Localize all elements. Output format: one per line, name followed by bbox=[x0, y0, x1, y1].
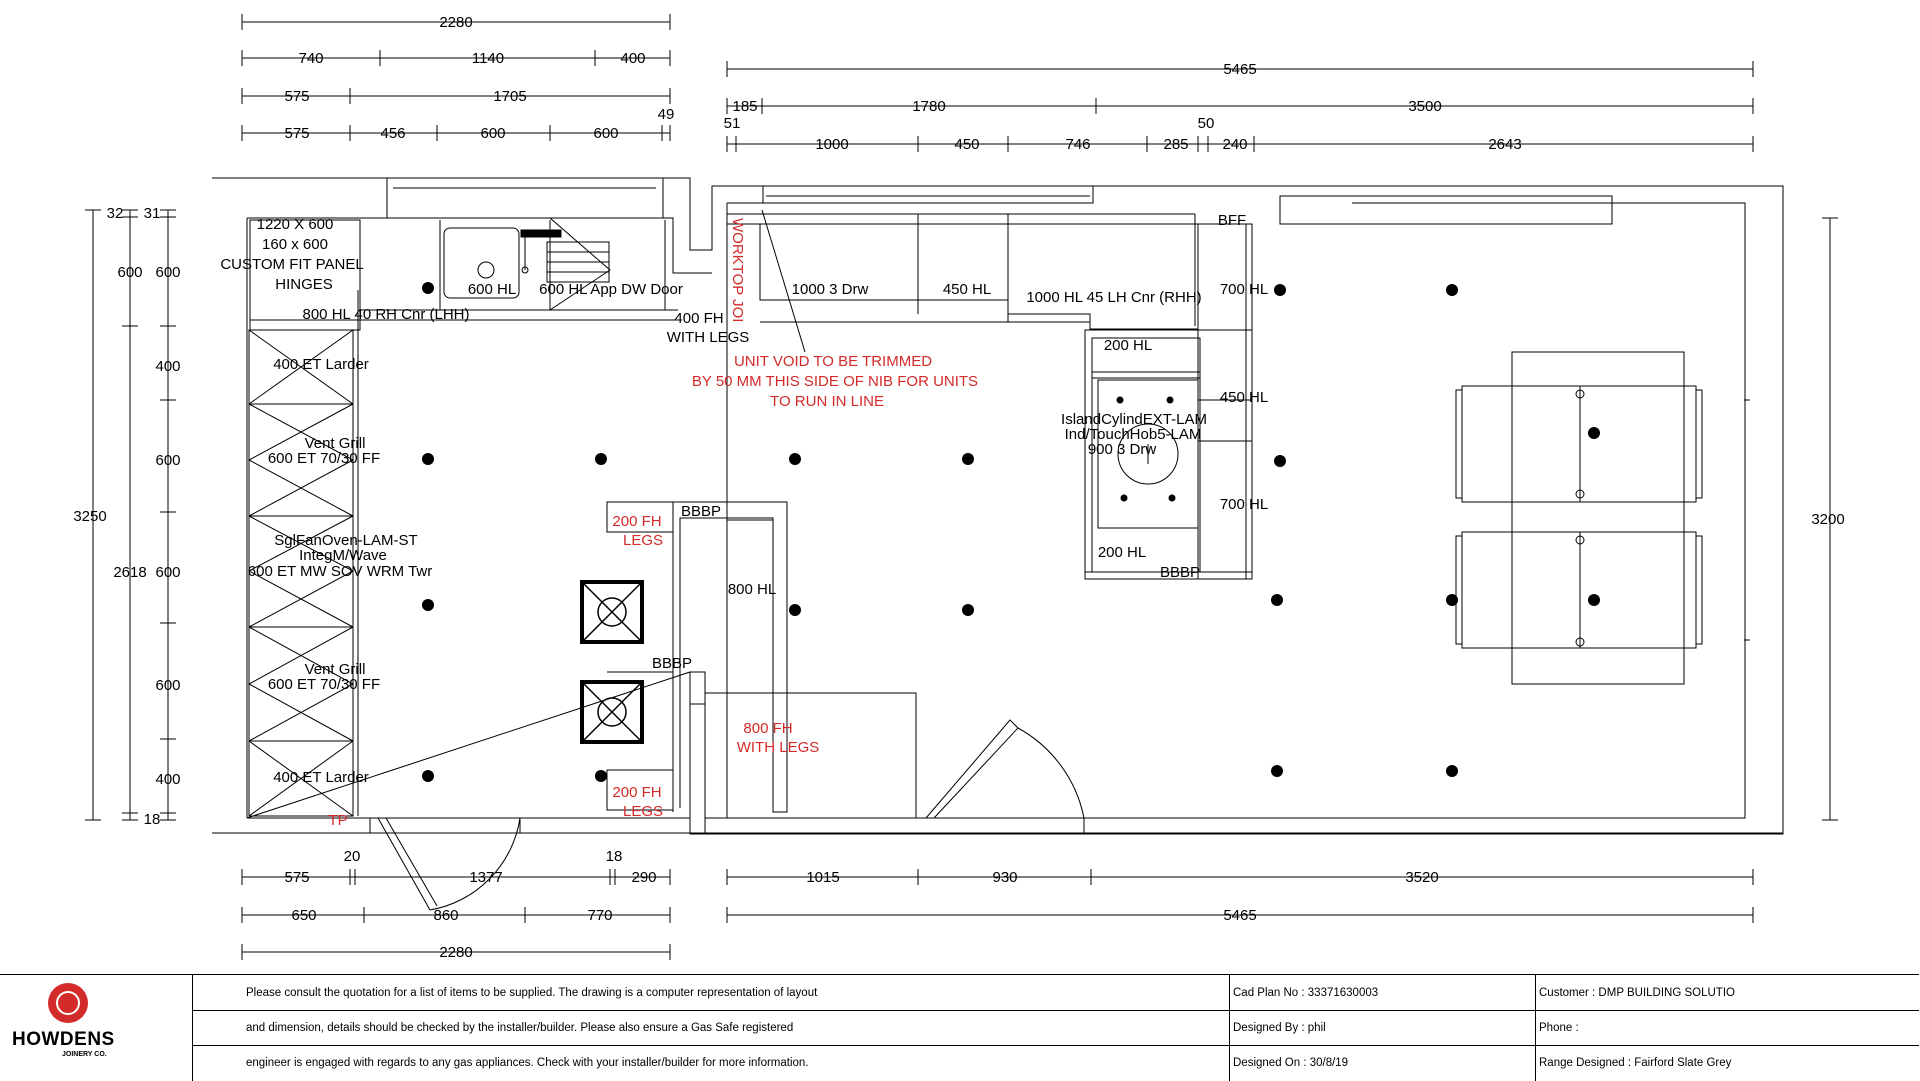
cad-plan-number: Cad Plan No : 33371630003 bbox=[1233, 987, 1379, 999]
note-line-2: BY 50 MM THIS SIDE OF NIB FOR UNITS bbox=[691, 373, 979, 390]
label-tp: TP bbox=[328, 812, 348, 829]
label-larder-bottom: 400 ET Larder bbox=[273, 769, 369, 786]
dim-tr-2643: 2643 bbox=[1488, 136, 1522, 153]
dim-left-32: 32 bbox=[106, 205, 124, 222]
howdens-emblem-icon bbox=[48, 983, 88, 1023]
label-island-2: Ind/TouchHob5-LAM bbox=[1064, 426, 1202, 443]
dim-tr-1000: 1000 bbox=[815, 136, 849, 153]
dim-tl-575a: 575 bbox=[284, 88, 310, 105]
label-600hl: 600 HL bbox=[467, 281, 517, 298]
dim-tl-575b: 575 bbox=[284, 125, 310, 142]
dim-tl-49: 49 bbox=[657, 106, 675, 123]
dim-bl-1377: 1377 bbox=[469, 869, 503, 886]
label-200hl-bottom: 200 HL bbox=[1097, 544, 1147, 561]
label-200fh-top: 200 FH bbox=[612, 513, 662, 530]
dim-tr-240: 240 bbox=[1222, 136, 1248, 153]
dim-bl-650: 650 bbox=[291, 907, 317, 924]
dim-left-600: 600 bbox=[117, 264, 143, 281]
dim-tl-456: 456 bbox=[380, 125, 406, 142]
label-200hl-top: 200 HL bbox=[1103, 337, 1153, 354]
dim-tr-3500: 3500 bbox=[1408, 98, 1442, 115]
label-800hl: 800 HL bbox=[727, 581, 777, 598]
label-island-3: 900 3 Drw bbox=[1087, 441, 1157, 458]
label-panel-4: HINGES bbox=[275, 276, 333, 293]
dim-inner-400a: 400 bbox=[155, 358, 181, 375]
dim-br-1015: 1015 bbox=[806, 869, 840, 886]
dim-tr-285: 285 bbox=[1163, 136, 1189, 153]
dim-tr-185: 185 bbox=[732, 98, 758, 115]
dim-bl-860: 860 bbox=[433, 907, 459, 924]
disclaimer-line-3: engineer is engaged with regards to any gas appliances. Check with your installer/builder for more information. bbox=[246, 1057, 809, 1069]
dim-bl-290: 290 bbox=[631, 869, 657, 886]
label-panel-2: 160 x 600 bbox=[262, 236, 328, 253]
dim-tl-1705: 1705 bbox=[493, 88, 527, 105]
label-vent-1: Vent Grill bbox=[304, 435, 366, 452]
label-bbbp-1: BBBP bbox=[680, 503, 722, 520]
dim-tr-51: 51 bbox=[723, 115, 741, 132]
label-1000-drw: 1000 3 Drw bbox=[791, 281, 869, 298]
dim-bl-2280: 2280 bbox=[439, 944, 473, 961]
label-450hl-right: 450 HL bbox=[1219, 389, 1269, 406]
label-vent-2: Vent Grill bbox=[304, 661, 366, 678]
dim-bl-770: 770 bbox=[587, 907, 613, 924]
dim-top-left-total: 2280 bbox=[439, 14, 473, 31]
dim-bl-20: 20 bbox=[343, 848, 361, 865]
dim-inner-600b: 600 bbox=[155, 452, 181, 469]
dim-tl-400: 400 bbox=[620, 50, 646, 67]
dim-inner-600a: 600 bbox=[155, 264, 181, 281]
label-400fh: 400 FH bbox=[674, 310, 724, 327]
customer-name: Customer : DMP BUILDING SOLUTIO bbox=[1539, 987, 1735, 999]
dim-tr-450: 450 bbox=[954, 136, 980, 153]
dim-inner-31: 31 bbox=[143, 205, 161, 222]
note-line-3: TO RUN IN LINE bbox=[770, 393, 884, 410]
dim-tr-746: 746 bbox=[1065, 136, 1091, 153]
label-panel-3: CUSTOM FIT PANEL bbox=[220, 256, 364, 273]
label-bbbp-island: BBBP bbox=[1159, 564, 1201, 581]
label-bbbp-2: BBBP bbox=[651, 655, 693, 672]
dim-tr-1780: 1780 bbox=[912, 98, 946, 115]
label-oven-3: 600 ET MW SOV WRM Twr bbox=[247, 563, 433, 580]
note-line-1: UNIT VOID TO BE TRIMMED bbox=[733, 353, 933, 370]
dim-tl-1140: 1140 bbox=[471, 50, 505, 67]
dim-left-3250: 3250 bbox=[73, 508, 107, 525]
label-oven-2: IntegM/Wave bbox=[299, 547, 387, 564]
label-ff-1: 600 ET 70/30 FF bbox=[267, 450, 381, 467]
brand-name: HOWDENS bbox=[12, 1029, 115, 1050]
label-bff: BFF bbox=[1217, 212, 1247, 229]
label-worktop-joint: WORKTOP JOI bbox=[729, 218, 746, 323]
range-designed: Range Designed : Fairford Slate Grey bbox=[1539, 1057, 1732, 1069]
label-450hl: 450 HL bbox=[942, 281, 992, 298]
dim-br-930: 930 bbox=[992, 869, 1018, 886]
label-corner-lhh: 800 HL 40 RH Cnr (LHH) bbox=[302, 306, 470, 323]
dim-inner-400b: 400 bbox=[155, 771, 181, 788]
brand-subtitle: JOINERY CO. bbox=[62, 1051, 107, 1058]
title-block bbox=[0, 974, 1919, 1081]
dim-bl-575: 575 bbox=[284, 869, 310, 886]
disclaimer-line-1: Please consult the quotation for a list of items to be supplied. The drawing is a computer representation of layout bbox=[246, 987, 818, 999]
dim-top-right-total: 5465 bbox=[1223, 61, 1257, 78]
dim-tl-740: 740 bbox=[298, 50, 324, 67]
phone: Phone : bbox=[1539, 1022, 1579, 1034]
label-with-legs: WITH LEGS bbox=[666, 329, 750, 346]
label-700hl-bottom: 700 HL bbox=[1219, 496, 1269, 513]
label-dw-door: 600 HL App DW Door bbox=[539, 281, 683, 298]
dim-tl-600b: 600 bbox=[593, 125, 619, 142]
label-legs-bottom: LEGS bbox=[622, 803, 664, 820]
dim-br-3520: 3520 bbox=[1405, 869, 1439, 886]
disclaimer-line-2: and dimension, details should be checked by the installer/builder. Please also ensure a Gas Safe registered bbox=[246, 1022, 794, 1034]
label-larder-top: 400 ET Larder bbox=[273, 356, 369, 373]
label-800fh: 800 FH bbox=[743, 720, 793, 737]
label-island-1: IslandCylindEXT-LAM bbox=[1061, 411, 1207, 428]
label-200fh-bottom: 200 FH bbox=[612, 784, 662, 801]
label-panel-1: 1220 X 600 bbox=[256, 216, 334, 233]
dim-left-2618: 2618 bbox=[113, 564, 147, 581]
dim-tl-600a: 600 bbox=[480, 125, 506, 142]
label-700hl-top: 700 HL bbox=[1219, 281, 1269, 298]
dim-br-5465: 5465 bbox=[1223, 907, 1257, 924]
howdens-logo bbox=[0, 975, 192, 1081]
dim-tr-50: 50 bbox=[1197, 115, 1215, 132]
designed-by: Designed By : phil bbox=[1233, 1022, 1326, 1034]
designed-on: Designed On : 30/8/19 bbox=[1233, 1057, 1349, 1069]
dim-inner-600c: 600 bbox=[155, 564, 181, 581]
label-oven-1: SglFanOven-LAM-ST bbox=[274, 532, 418, 549]
dim-left-18: 18 bbox=[143, 811, 161, 828]
dim-inner-600d: 600 bbox=[155, 677, 181, 694]
label-ff-2: 600 ET 70/30 FF bbox=[267, 676, 381, 693]
label-legs-top: LEGS bbox=[622, 532, 664, 549]
label-with-legs-800: WITH LEGS bbox=[736, 739, 820, 756]
dim-right-3200: 3200 bbox=[1811, 511, 1845, 528]
label-corner-rhh: 1000 HL 45 LH Cnr (RHH) bbox=[1026, 289, 1202, 306]
dim-bl-18: 18 bbox=[605, 848, 623, 865]
